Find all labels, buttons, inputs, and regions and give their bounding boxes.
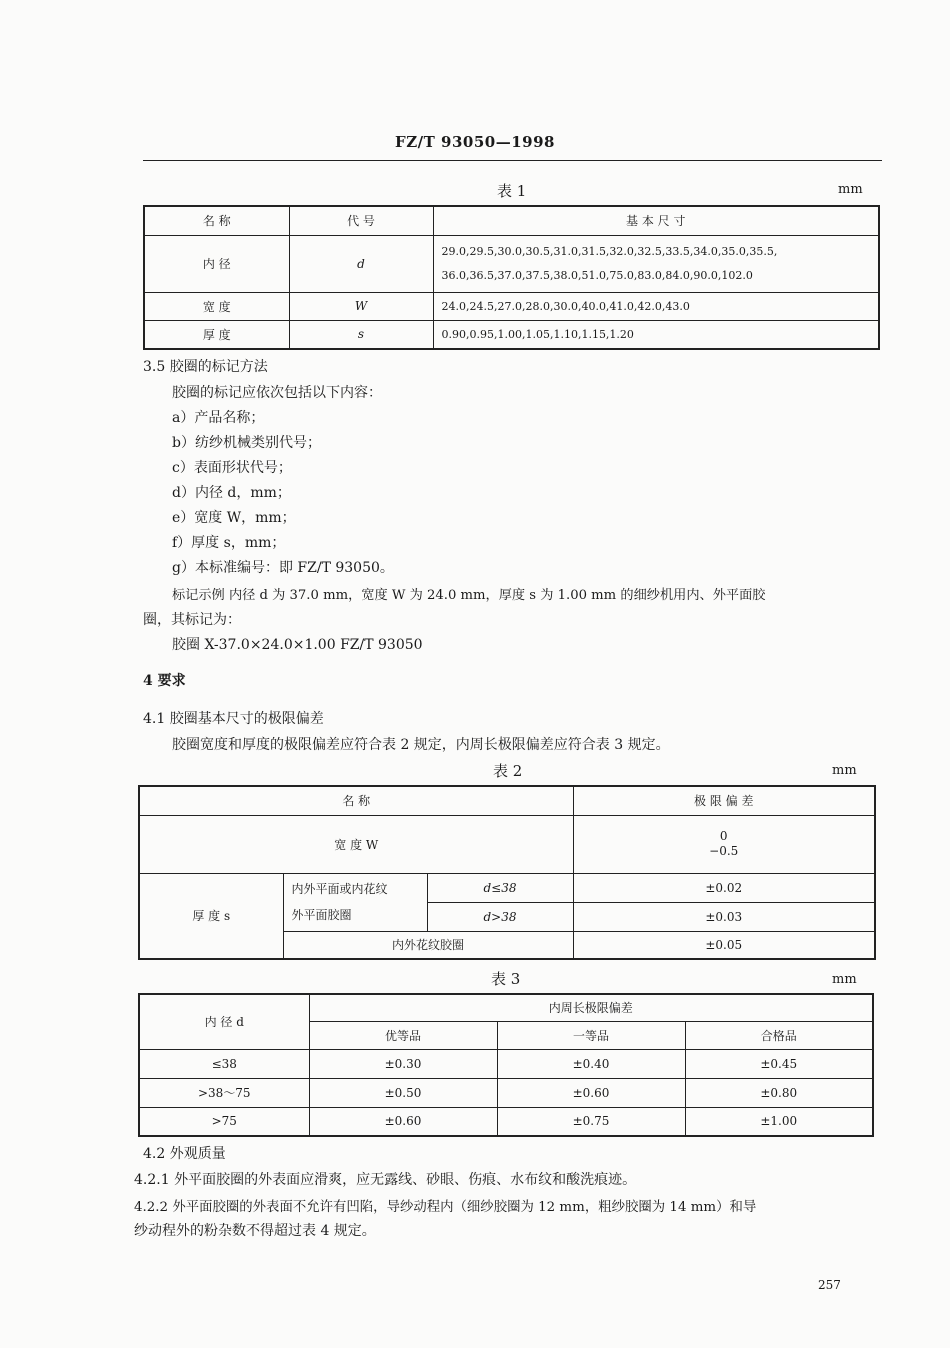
section-4-2-title: 4.2 外观质量 — [143, 1146, 226, 1162]
table2-deviation: ±0.05 — [573, 931, 875, 959]
table1-row-code: d — [289, 235, 433, 292]
table1-row-code: s — [289, 320, 433, 349]
table2-width-label: 宽 度 W — [139, 815, 573, 873]
table1-row-value — [433, 235, 879, 292]
section-4-1-text: 胶圈宽度和厚度的极限偏差应符合表 2 规定，内周长极限偏差应符合表 3 规定。 — [172, 737, 670, 753]
table-row — [139, 1078, 873, 1107]
deviation-lower: −0.5 — [709, 844, 739, 858]
section-4-2-2: 4.2.2 外平面胶圈的外表面不允许有凹陷，导纱动程内（细纱胶圈为 12 mm，粗纱胶圈为 14 mm）和导 — [134, 1200, 757, 1215]
section-3-5-intro: 胶圈的标记应依次包括以下内容： — [172, 385, 382, 401]
table3-value: ±0.45 — [685, 1049, 873, 1078]
section-4-1-title: 4.1 胶圈基本尺寸的极限偏差 — [143, 711, 324, 727]
table2-caption: 表 2 — [493, 762, 523, 780]
table3-value: ±1.00 — [685, 1107, 873, 1136]
table2-condition: d≤38 — [427, 873, 573, 902]
table2-unit: mm — [832, 763, 857, 778]
table2-flat-label — [283, 873, 427, 931]
table3-value: ±0.75 — [497, 1107, 685, 1136]
table3-diameter: >38～75 — [139, 1078, 309, 1107]
table1-row-value: 24.0,24.5,27.0,28.0,30.0,40.0,41.0,42.0,43.0 — [433, 292, 879, 320]
table3-value: ±0.50 — [309, 1078, 497, 1107]
table3-value: ±0.60 — [309, 1107, 497, 1136]
table3-value: ±0.80 — [685, 1078, 873, 1107]
flat-label-line: 外平面胶圈 — [291, 908, 352, 922]
list-item: e）宽度 W，mm； — [172, 510, 296, 526]
table-row — [139, 1107, 873, 1136]
table3-diameter: >75 — [139, 1107, 309, 1136]
table1-row-value: 0.90,0.95,1.00,1.05,1.10,1.15,1.20 — [433, 320, 879, 349]
table2-thickness-label: 厚 度 s — [139, 873, 283, 959]
table3-diameter: ≤38 — [139, 1049, 309, 1078]
table2-header-name: 名 称 — [139, 786, 573, 815]
table1-row-code: W — [289, 292, 433, 320]
table1-row-name: 内 径 — [144, 235, 289, 292]
table1-row-name: 宽 度 — [144, 292, 289, 320]
marking-example: 标记示例 内径 d 为 37.0 mm，宽度 W 为 24.0 mm，厚度 s 为 1.00 mm 的细纱机用内、外平面胶 — [172, 588, 766, 603]
table3-value: ±0.60 — [497, 1078, 685, 1107]
table3 — [138, 993, 874, 1137]
section-4-title: 4 要求 — [143, 673, 186, 689]
header-rule — [143, 160, 882, 161]
table1-header-size: 基 本 尺 寸 — [433, 206, 879, 235]
table2-header-deviation: 极 限 偏 差 — [573, 786, 875, 815]
table2-deviation: ±0.03 — [573, 902, 875, 931]
table2-deviation: ±0.02 — [573, 873, 875, 902]
table3-grade: 一等品 — [497, 1021, 685, 1049]
table2-pattern-label: 内外花纹胶圈 — [283, 931, 573, 959]
table-row — [139, 1049, 873, 1078]
section-4-2-1: 4.2.1 外平面胶圈的外表面应滑爽，应无露线、砂眼、伤痕、水布纹和酸洗痕迹。 — [134, 1172, 637, 1188]
standard-header: FZ/T 93050—1998 — [395, 133, 555, 151]
table1-value-line: 36.0,36.5,37.0,37.5,38.0,51.0,75.0,83.0,84.0,90.0,102.0 — [441, 268, 753, 282]
table3-unit: mm — [832, 972, 857, 987]
list-item: c）表面形状代号； — [172, 460, 292, 476]
table3-grade: 优等品 — [309, 1021, 497, 1049]
flat-label-line: 内外平面或内花纹 — [291, 882, 388, 896]
table1-header-name: 名 称 — [144, 206, 289, 235]
section-4-2-2-cont: 纱动程外的粉杂数不得超过表 4 规定。 — [134, 1223, 376, 1239]
table3-value: ±0.40 — [497, 1049, 685, 1078]
list-item: g）本标准编号：即 FZ/T 93050。 — [172, 560, 394, 576]
table3-header-diameter: 内 径 d — [139, 994, 309, 1049]
table3-caption: 表 3 — [491, 970, 521, 988]
list-item: a）产品名称； — [172, 410, 265, 426]
table3-header-group: 内周长极限偏差 — [309, 994, 873, 1021]
marking-example-mark: 胶圈 X-37.0×24.0×1.00 FZ/T 93050 — [172, 637, 423, 653]
table2 — [138, 785, 876, 960]
deviation-upper: 0 — [719, 829, 728, 843]
list-item: f）厚度 s，mm； — [172, 535, 286, 551]
list-item: b）纺纱机械类别代号； — [172, 435, 321, 451]
table1-unit: mm — [838, 182, 863, 197]
table1-caption: 表 1 — [497, 182, 527, 200]
table1-value-line: 29.0,29.5,30.0,30.5,31.0,31.5,32.0,32.5,33.5,34.0,35.0,35.5, — [441, 244, 778, 258]
table1-header-code: 代 号 — [289, 206, 433, 235]
table2-condition: d>38 — [427, 902, 573, 931]
table3-value: ±0.30 — [309, 1049, 497, 1078]
page-number: 257 — [818, 1278, 841, 1292]
marking-example-cont: 圈，其标记为： — [143, 612, 241, 628]
list-item: d）内径 d，mm； — [172, 485, 291, 501]
table3-grade: 合格品 — [685, 1021, 873, 1049]
section-3-5-title: 3.5 胶圈的标记方法 — [143, 359, 268, 375]
table1 — [143, 205, 880, 350]
table1-row-name: 厚 度 — [144, 320, 289, 349]
table2-width-deviation — [573, 815, 875, 873]
